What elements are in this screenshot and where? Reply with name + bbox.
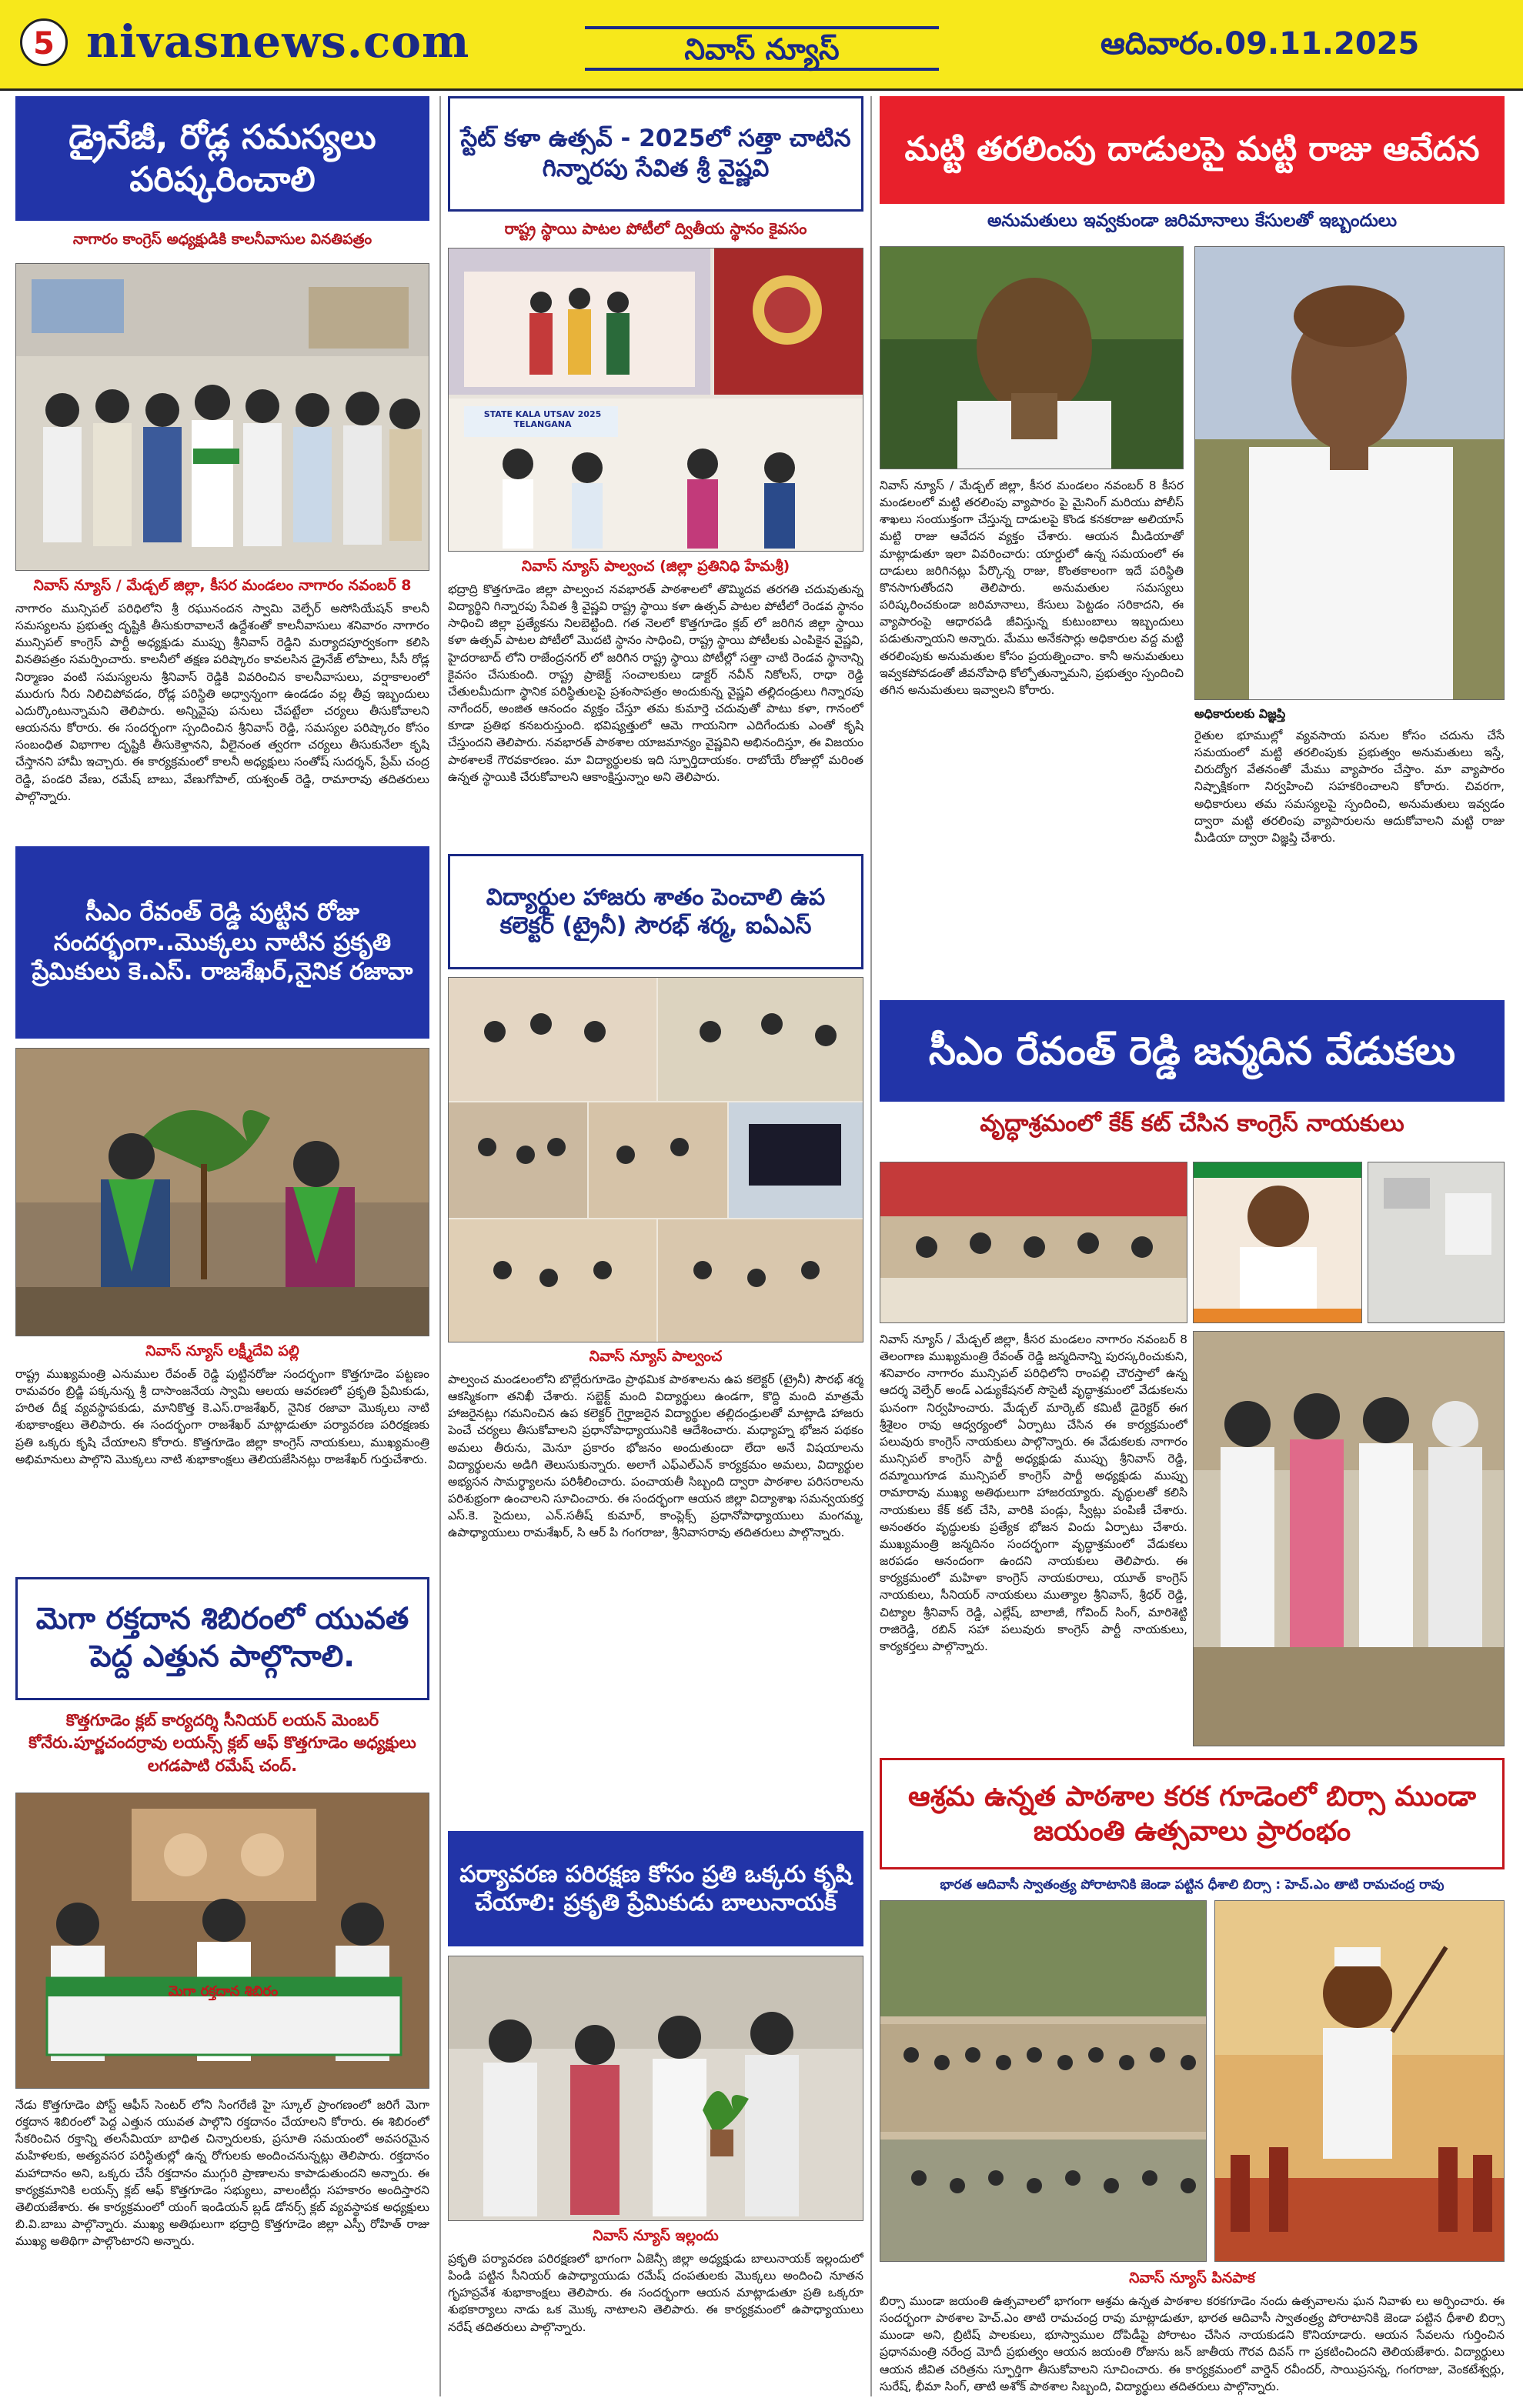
- birsa-munda-body: బిర్సా ముండా జయంతి ఉత్సవాలలో భాగంగా ఆశ్రమ ఉన్నత పాఠశాల కరకగూడెం నందు ఉత్సవాలను ఘన నివాళు లు అర్పించారు. ఈ సందర్భంగా పాఠశాల హెచ్.ఎం తాటి రామచంద్ర రావు మాట్లాడుతూ, భారత ఆదివాసీ స్వాతంత్ర్య పోరాటానికి జెండా పట్టిన ధీశాలి బిర్సా ముండా అని, బ్రిటిష్ పాలకులు, భూస్వాముల దోపిడీపై పోరాటం చేసిన నాయకుడని కొనియాడారు. ఆయన సేవలను గుర్తించిన ప్రధానమంత్రి నరేంద్ర మోదీ ప్రభుత్వం ఆయన జయంతి రోజును జన్ జాతీయ గౌరవ దివస్ గా ప్రకటించిందని తెలియజేశారు. విద్యార్థులు ఆయన జీవిత చరిత్రను స్ఫూర్తిగా తీసుకోవాలని సూచించారు. ఈ కార్యక్రమంలో వార్డెన్ రవీందర్, సాయిప్రసన్న, గంగరాజు, వెంకటేశ్వర్లు, సురేష్, భీమా సింగ్, తాటి అశోక్ పాఠశాల సిబ్బంది, విద్యార్థులు తదితరులు పాల్గొన్నారు.: [880, 2294, 1505, 2393]
- attendance-photo: [448, 977, 863, 1342]
- revanth-trees-headline[interactable]: సీఎం రేవంత్ రెడ్డి పుట్టిన రోజు సందర్భంగా..మొక్కలు నాటిన ప్రకృతి ప్రేమికులు కె.ఎస్. రాజశేఖర్,నైనిక రజావా: [15, 846, 429, 1039]
- kala-utsav-body: భద్రాద్రి కొత్తగూడెం జిల్లా పాల్వంచ నవభారత్ పాఠశాలలో తొమ్మిదవ తరగతి చదువుతున్న విద్యార్థిని గిన్నారపు సేవిత శ్రీ వైష్ణవి రాష్ట్ర స్థాయి కళా ఉత్సవ్ పాటల పోటీలో రెండవ స్థానం సాధించి జిల్లా ప్రత్యేకను నిలబెట్టింది. గత నెలలో కొత్తగూడెం క్లబ్ లో జరిగిన జిల్లా స్థాయి కళా ఉత్సవ్ పాటల పోటీలో మొదటి స్థానం సాధించి, రాష్ట్ర స్థాయి పోటీలకు ఎంపికైన వైష్ణవి, హైదరాబాద్ లోని రాజేంద్రనగర్ లో జరిగిన రాష్ట్ర స్థాయి పోటీల్లో సత్తా చాటి రెండవ స్థానాన్ని కైవసం చేసుకుంది. రాష్ట్ర ప్రాజెక్ట్ సంచాలకులు డాక్టర్ నవీన్ నికోలస్, రాధా రెడ్డి చేతులమీదుగా స్థానిక పరిస్థితులపై ప్రశంసాపత్రం అందుకున్న వైష్ణవి తల్లిదండ్రులు గిన్నారపు నాగేందర్, అంజిత ఆనందం వ్యక్తం చేస్తూ తమ కుమార్తె చదువుతో పాటు కళా, గానంలో కూడా ప్రతిభ కనబరుస్తుంది. భవిష్యత్తులో ఆమె గాయనిగా ఎదిగేందుకు ఎంతో కృషి చేస్తుందని తెలిపారు. నవభారత్ పాఠశాల యాజమాన్యం వైష్ణవిని అభినందిస్తూ, ఈ విజయం పాఠశాలకే గౌరవకారణం. మా విద్యార్థులకు ఇది స్ఫూర్తిదాయకం. రాబోయే రోజుల్లో మరింత ఉన్నత స్థాయికి చేరుకోవాలని ఆకాంక్షిస్తున్నాం అని తెలిపారు.: [448, 582, 863, 784]
- attendance-headline[interactable]: విద్యార్థుల హాజరు శాతం పెంచాలి ఉప కలెక్టర్ (ట్రైనీ) సౌరభ్ శర్మ, ఐఏఎస్: [448, 854, 863, 969]
- kala-utsav-subheadline: రాష్ట్ర స్థాయి పాటల పోటీలో ద్వితీయ స్థానం కైవసం: [504, 219, 807, 238]
- revanth-celebration-body: నివాస్ న్యూస్ / మేడ్చల్ జిల్లా, కీసర మండలం నాగారం నవంబర్ 8 తెలంగాణ ముఖ్యమంత్రి రేవంత్ రెడ్డి జన్మదినాన్ని పురస్కరించుకుని, శనివారం నాగారం మున్సిపల్ పరిధిలోని రాంపల్లి చౌరస్తాలో ఉన్న ఆదర్శ వెల్ఫేర్ అండ్ ఎడ్యుకేషనల్ సొసైటీ వృద్ధాశ్రమంలో వేడుకలను ఘనంగా నిర్వహించారు. మేడ్చల్ మార్కెట్ కమిటీ డైరెక్టర్ ఈగ శ్రీశైలం రావు ఆధ్వర్యంలో ఏర్పాటు చేసిన ఈ కార్యక్రమంలో పలువురు కాంగ్రెస్ నాయకులు పాల్గొన్నారు. ఈ వేడుకలకు నాగారం మున్సిపల్ కాంగ్రెస్ పార్టీ అధ్యక్షుడు ముప్పు శ్రీనివాస్ రెడ్డి, దమ్మాయిగూడ మున్సిపల్ కాంగ్రెస్ పార్టీ అధ్యక్షుడు ముప్పు రామారావు ముఖ్య అతిథులుగా హాజరయ్యారు. వృద్ధులతో కలిసి నాయకులు కేక్ కట్ చేసి, వారికి పండ్లు, స్వీట్లు పంపిణీ చేశారు. అనంతరం వృద్ధులకు ప్రత్యేక భోజన విందు ఏర్పాటు చేశారు. ముఖ్యమంత్రి జన్మదినం సందర్భంగా వృద్ధాశ్రమంలో వేడుకలు జరపడం ఆనందంగా ఉందని నాయకులు తెలిపారు. ఈ కార్యక్రమంలో మహిళా కాంగ్రెస్ నాయకురాలు, యూత్ కాంగ్రెస్ నాయకులు, సీనియర్ నాయకులు ముత్యాల శ్రీనివాస్, శ్రీధర్ రెడ్డి, చిట్యాల శ్రీనివాస్ రెడ్డి, ఎల్లేష్, బాలాజీ, గోవింద్ సింగ్, మారిశెట్టి రాజిరెడ్డి, రబిన్ సహా పలువురు కాంగ్రెస్ పార్టీ నాయకులు, కార్యకర్తలు పాల్గొన్నారు.: [880, 1332, 1187, 1653]
- revanth-celebration-photo-1: [880, 1162, 1187, 1323]
- attendance-body: పాల్వంచ మండలంలోని బొల్లేరుగూడెం ప్రాథమిక పాఠశాలను ఉప కలెక్టర్ (ట్రైనీ) సౌరభ్ శర్మ ఆకస్మికంగా తనిఖీ చేశారు. సబ్జెక్ట్ మంది విద్యార్థులు ఉండగా, కొద్ది మంది మాత్రమే హాజరైనట్లు గమనించిన ఉప కలెక్టర్ గైర్హాజరైన విద్యార్థుల తల్లిదండ్రులతో మాట్లాడి హాజరు పెంచే చర్యలు తీసుకోవాలని ప్రధానోపాధ్యాయునికి ఆదేశించారు. మధ్యాహ్న భోజన పథకం అమలు తీరును, మెనూ ప్రకారం భోజనం అందుతుందా లేదా అనే విషయాలను విద్యార్థులను అడిగి తెలుసుకున్నారు. అలాగే ఎఫ్ఎల్ఎన్ కార్యక్రమం అమలు, విద్యార్థుల అభ్యసన సామర్థ్యాలను పరిశీలించారు. పంచాయతీ సిబ్బంది ద్వారా పాఠశాల పరిసరాలను పరిశుభ్రంగా ఉంచాలని సూచించారు. ఈ సందర్భంగా ఆయన జిల్లా విద్యాశాఖ సమన్వయకర్త ఎస్.కె. సైదులు, ఎన్.సతీష్ కుమార్, కాంప్లెక్స్ ప్రధానోపాధ్యాయులు మంగమ్మ, ఉపాధ్యాయులు రామశేఖర్, సి ఆర్ పి గంగరాజు, శ్రీనివాసరావు తదితరులు పాల్గొన్నారు.: [448, 1372, 863, 1540]
- environment-photo: [448, 1956, 863, 2221]
- revanth-trees-body: రాష్ట్ర ముఖ్యమంత్రి ఎనుముల రేవంత్ రెడ్డి పుట్టినరోజు సందర్భంగా కొత్తగూడెం పట్టణం రామవరం బ్రిడ్జి పక్కనున్న శ్రీ దాసాంజనేయ స్వామి ఆలయ ఆవరణలో ప్రకృతి ప్రేమికుడు, హరిత దీక్ష వ్యవస్థాపకుడు, మానికొత్త కె.ఎస్.రాజశేఖర్, నైనిక రజావా మొక్కలు నాటి శుభాకాంక్షలు తెలిపారు. ఈ సందర్భంగా రాజశేఖర్ మాట్లాడుతూ పర్యావరణ పరిరక్షణకు ప్రతి ఒక్కరు కృషి చేయాలని కోరారు. కొత్తగూడెం జిల్లా కాంగ్రెస్ నాయకులు, ముఖ్యమంత్రి అభిమానులు పాల్గొని మొక్కలు నాటి శుభాకాంక్షలు తెలియజేసినట్లు రాజశేఖర్ గుర్తుచేశారు.: [15, 1367, 429, 1466]
- column-divider: [439, 96, 441, 2396]
- drainage-dateline: నివాస్ న్యూస్ / మేడ్చల్ జిల్లా, కీసర మండలం నాగారం నవంబర్ 8: [33, 577, 412, 594]
- kala-utsav-dateline: నివాస్ న్యూస్ పాల్వంచ (జిల్లా ప్రతినిధి హేమశ్రీ): [521, 558, 790, 575]
- revanth-celebration-photo-3: [1193, 1331, 1505, 1746]
- revanth-celebration-subheadline: వృద్ధాశ్రమంలో కేక్ కట్ చేసిన కాంగ్రెస్ నాయకులు: [980, 1110, 1404, 1137]
- birsa-munda-portrait: [1214, 1900, 1505, 2262]
- kala-utsav-photo: [448, 248, 863, 552]
- attendance-dateline: నివాస్ న్యూస్ పాల్వంచ: [589, 1348, 723, 1365]
- drainage-headline[interactable]: డ్రైనేజీ, రోడ్ల సమస్యలు పరిష్కరించాలి: [15, 96, 429, 221]
- environment-body: ప్రకృతి పర్యావరణ పరిరక్షణలో భాగంగా ఏజెన్సీ జిల్లా అధ్యక్షుడు బాలునాయక్ ఇల్లందులో పిండి పట్టిన సీనియర్ ఉపాధ్యాయుడు రమేష్ దంపతులకు మొక్కలు అందించి నూతన గృహప్రవేశ శుభాకాంక్షలు తెలిపారు. ఈ సందర్భంగా ఆయన మాట్లాడుతూ ప్రతి ఒక్కరూ శుభకార్యాలు నాడు ఒక మొక్క నాటాలని తెలిపారు. ఈ కార్యక్రమంలో ఉపాధ్యాయులు నరేష్ తదితరులు పాల్గొన్నారు.: [448, 2252, 863, 2334]
- blood-donation-headline[interactable]: మెగా రక్తదాన శిబిరంలో యువత పెద్ద ఎత్తున పాల్గొనాలి.: [15, 1577, 429, 1700]
- page-number: 5: [20, 18, 68, 66]
- blood-donation-poster-text: మెగా రక్తదాన శిబిరం: [168, 1983, 279, 1999]
- blood-donation-subheadline: కొత్తగూడెం క్లబ్ కార్యదర్శి సీనియర్ లయన్ మెంబర్ కోనేరు.పూర్ణచందర్రావు లయన్స్ క్లబ్ ఆఫ్ కొత్తగూడెం అధ్యక్షులు లగడపాటి రమేష్ చంద్.: [28, 1711, 416, 1775]
- mud-raju-photo-caption: అధికారులకు విజ్ఞప్తి: [1194, 706, 1286, 721]
- site-name[interactable]: nivasnews.com: [86, 15, 470, 68]
- environment-dateline: నివాస్ న్యూస్ ఇల్లందు: [593, 2227, 719, 2244]
- drainage-photo: [15, 263, 429, 571]
- revanth-celebration-photo-2: [1368, 1162, 1505, 1323]
- revanth-trees-photo: [15, 1048, 429, 1336]
- column-divider: [870, 96, 872, 2396]
- mud-raju-photo-right: [1194, 246, 1505, 700]
- mud-raju-headline[interactable]: మట్టి తరలింపు దాడులపై మట్టి రాజు ఆవేదన: [880, 96, 1505, 204]
- birsa-munda-headline[interactable]: ఆశ్రమ ఉన్నత పాఠశాల కరక గూడెంలో బిర్సా ముండా జయంతి ఉత్సవాలు ప్రారంభం: [880, 1758, 1505, 1869]
- kala-utsav-photo-banner: STATE KALA UTSAV 2025 TELANGANA: [483, 409, 602, 429]
- issue-date: ఆదివారం.09.11.2025: [1101, 26, 1420, 62]
- drainage-body: నాగారం మున్సిపల్ పరిధిలోని శ్రీ రఘునందన స్వామి వెల్ఫేర్ అసోసియేషన్ కాలనీ సమస్యలను ప్రభుత్వ దృష్టికి తీసుకురావాలనే ఉద్దేశంతో కాలనీవాసులు శనివారం నాగారం మున్సిపల్ కాంగ్రెస్ పార్టీ అధ్యక్షుడు ముప్పు శ్రీనివాస్ రెడ్డిని మర్యాదపూర్వకంగా కలిసి వినతిపత్రం సమర్పించారు. కాలనీలో తక్షణ పరిష్కారం కావలసిన డ్రైనేజ్ లోపాలు, సీసీ రోడ్ల నిర్మాణం వంటి సమస్యలను శ్రీనివాస్ రెడ్డికి వివరించిన కాలనీవాసులు, వర్షాకాలంలో మురుగు నీరు నిలిచిపోవడం, రోడ్ల పరిస్థితి అధ్వాన్నంగా ఉండడం వల్ల తీవ్ర ఇబ్బందులు ఎదుర్కొంటున్నామని తెలిపారు. అన్నివైపు పనులు చేపట్టేలా చర్యలు తీసుకోవాలని ఆయనను కోరారు. ఈ సందర్భంగా స్పందించిన శ్రీనివాస్ రెడ్డి, సమస్యల పరిష్కారం కోసం సంబంధిత విభాగాల దృష్టికి తీసుకెళ్తానని, వీలైనంత త్వరగా చర్యలు తీసుకునేలా కృషి చేస్తానని హామీ ఇచ్చారు. ఈ కార్యక్రమంలో కాలనీ అధ్యక్షులు సంతోష్ సుదర్శన్, ప్రేమ్ చంద్ర రెడ్డి, పండరి వేణు, రమేష్ బాబు, వేణుగోపాల్, యశ్వంత్ రెడ్డి, రామారావు తదితరులు పాల్గొన్నారు.: [15, 602, 429, 803]
- revanth-celebration-poster: [1193, 1162, 1362, 1323]
- environment-headline[interactable]: పర్యావరణ పరిరక్షణ కోసం ప్రతి ఒక్కరు కృషి చేయాలి: ప్రకృతి ప్రేమికుడు బాలునాయక్: [448, 1831, 863, 1946]
- newspaper-brand: నివాస్ న్యూస్: [585, 26, 939, 71]
- revanth-celebration-headline[interactable]: సీఎం రేవంత్ రెడ్డి జన్మదిన వేడుకలు: [880, 1000, 1505, 1102]
- blood-donation-photo: [15, 1793, 429, 2089]
- drainage-subheadline: నాగారం కాంగ్రెస్ అధ్యక్షుడికి కాలనీవాసుల వినతిపత్రం: [72, 231, 372, 248]
- revanth-trees-dateline: నివాస్ న్యూస్ లక్ష్మీదేవి పల్లి: [145, 1342, 299, 1359]
- kala-utsav-headline[interactable]: స్టేట్ కళా ఉత్సవ్ - 2025లో సత్తా చాటిన గిన్నారపు సేవిత శ్రీ వైష్ణవి: [448, 96, 863, 212]
- birsa-munda-subheadline: భారత ఆదివాసీ స్వాతంత్ర్య పోరాటానికి జెండా పట్టిన ధీశాలి బిర్సా : హెచ్.ఎం తాటి రామచంద్ర రావు: [940, 1877, 1445, 1893]
- mud-raju-body-2: రైతుల భూముల్లో వ్యవసాయ పనుల కోసం చదును చేసే సమయంలో మట్టి తరలింపుకు ప్రభుత్వం అనుమతులు ఇస్తే, చిరుద్యోగ వేతనంతో మేము వ్యాపారం చేస్తాం. మా వ్యాపారం నిష్పాక్షికంగా నిర్వహించి సహకరించాలని కోరారు. చివరగా, అధికారులు తమ సమస్యలపై స్పందించి, అనుమతులు ఇవ్వడం ద్వారా మట్టి తరలింపు వ్యాపారులను ఆదుకోవాలని మట్టి రాజు మీడియా ద్వారా విజ్ఞప్తి చేశారు.: [1194, 729, 1505, 845]
- blood-donation-body: నేడు కొత్తగూడెం పోస్ట్ ఆఫీస్ సెంటర్ లోని సింగరేణి హై స్కూల్ ప్రాంగణంలో జరిగే మెగా రక్తదాన శిబిరంలో పెద్ద ఎత్తున యువత పాల్గొని రక్తదానం చేయాలని కోరారు. ఈ శిబిరంలో సేకరించిన రక్తాన్ని తలసేమియా బాధిత చిన్నారులకు, ప్రసూతి సమయంలో అవసరమైన మహిళలకు, అత్యవసర పరిస్థితుల్లో ఉన్న రోగులకు అందించనున్నట్లు తెలిపారు. రక్తదానం మహాదానం అని, ఒక్కరు చేసే రక్తదానం ముగ్గురి ప్రాణాలను కాపాడుతుందని అన్నారు. ఈ కార్యక్రమానికి లయన్స్ క్లబ్ ఆఫ్ కొత్తగూడెం సభ్యులు, వాలంటీర్లు సహకారం అందిస్తారని తెలియజేశారు. ఈ కార్యక్రమంలో యంగ్ ఇండియన్ బ్లడ్ డోనర్స్ క్లబ్ వ్యవస్థాపక అధ్యక్షులు బి.వి.బాబు పాల్గొన్నారు. ముఖ్య అతిథులుగా భద్రాద్రి కొత్తగూడెం జిల్లా ఎస్పీ రోహిత్ రాజు ముఖ్య అతిథిగా పాల్గొంటారని అన్నారు.: [15, 2098, 429, 2249]
- birsa-munda-dateline: నివాస్ న్యూస్ పినపాక: [1129, 2270, 1255, 2286]
- birsa-munda-photo-students: [880, 1900, 1207, 2262]
- mud-raju-photo-left: [880, 246, 1184, 469]
- mud-raju-subheadline: అనుమతులు ఇవ్వకుండా జరిమానాలు కేసులతో ఇబ్బందులు: [987, 211, 1398, 231]
- mud-raju-body: నివాస్ న్యూస్ / మేడ్చల్ జిల్లా, కీసర మండలం నవంబర్ 8 కీసర మండలంలో మట్టి తరలింపు వ్యాపారం పై మైనింగ్ మరియు పోలీస్ శాఖలు సంయుక్తంగా చేస్తున్న దాడులపై కొండ కనకరాజు అలియాస్ మట్టి రాజు ఆవేదన వ్యక్తం చేశారు. ఆయన మీడియాతో మాట్లాడుతూ ఇలా వివరించారు: యార్డులో ఉన్న సమయంలో ఈ దాడులు జరిగినట్లు పేర్కొన్న రాజు, కొంతకాలంగా ఇదే పరిస్థితి కొనసాగుతోందని తెలిపారు. అనుమతుల సమస్యలు పరిష్కరించకుండా జరిమానాలు, కేసులు పెట్టడం సరికాదని, ఈ వ్యాపారంపై ఆధారపడి జీవిస్తున్న కుటుంబాలు ఇబ్బందులు పడుతున్నాయని అన్నారు. మేము అనేకసార్లు అధికారుల వద్ద మట్టి తరలింపుకు అనుమతుల కోసం ప్రయత్నించాం. కానీ అనుమతులు ఇవ్వకపోవడంతో జీవనోపాధి కోల్పోతున్నామని, ప్రభుత్వం స్పందించి తగిన అనుమతులు ఇవ్వాలని కోరారు.: [880, 479, 1184, 697]
